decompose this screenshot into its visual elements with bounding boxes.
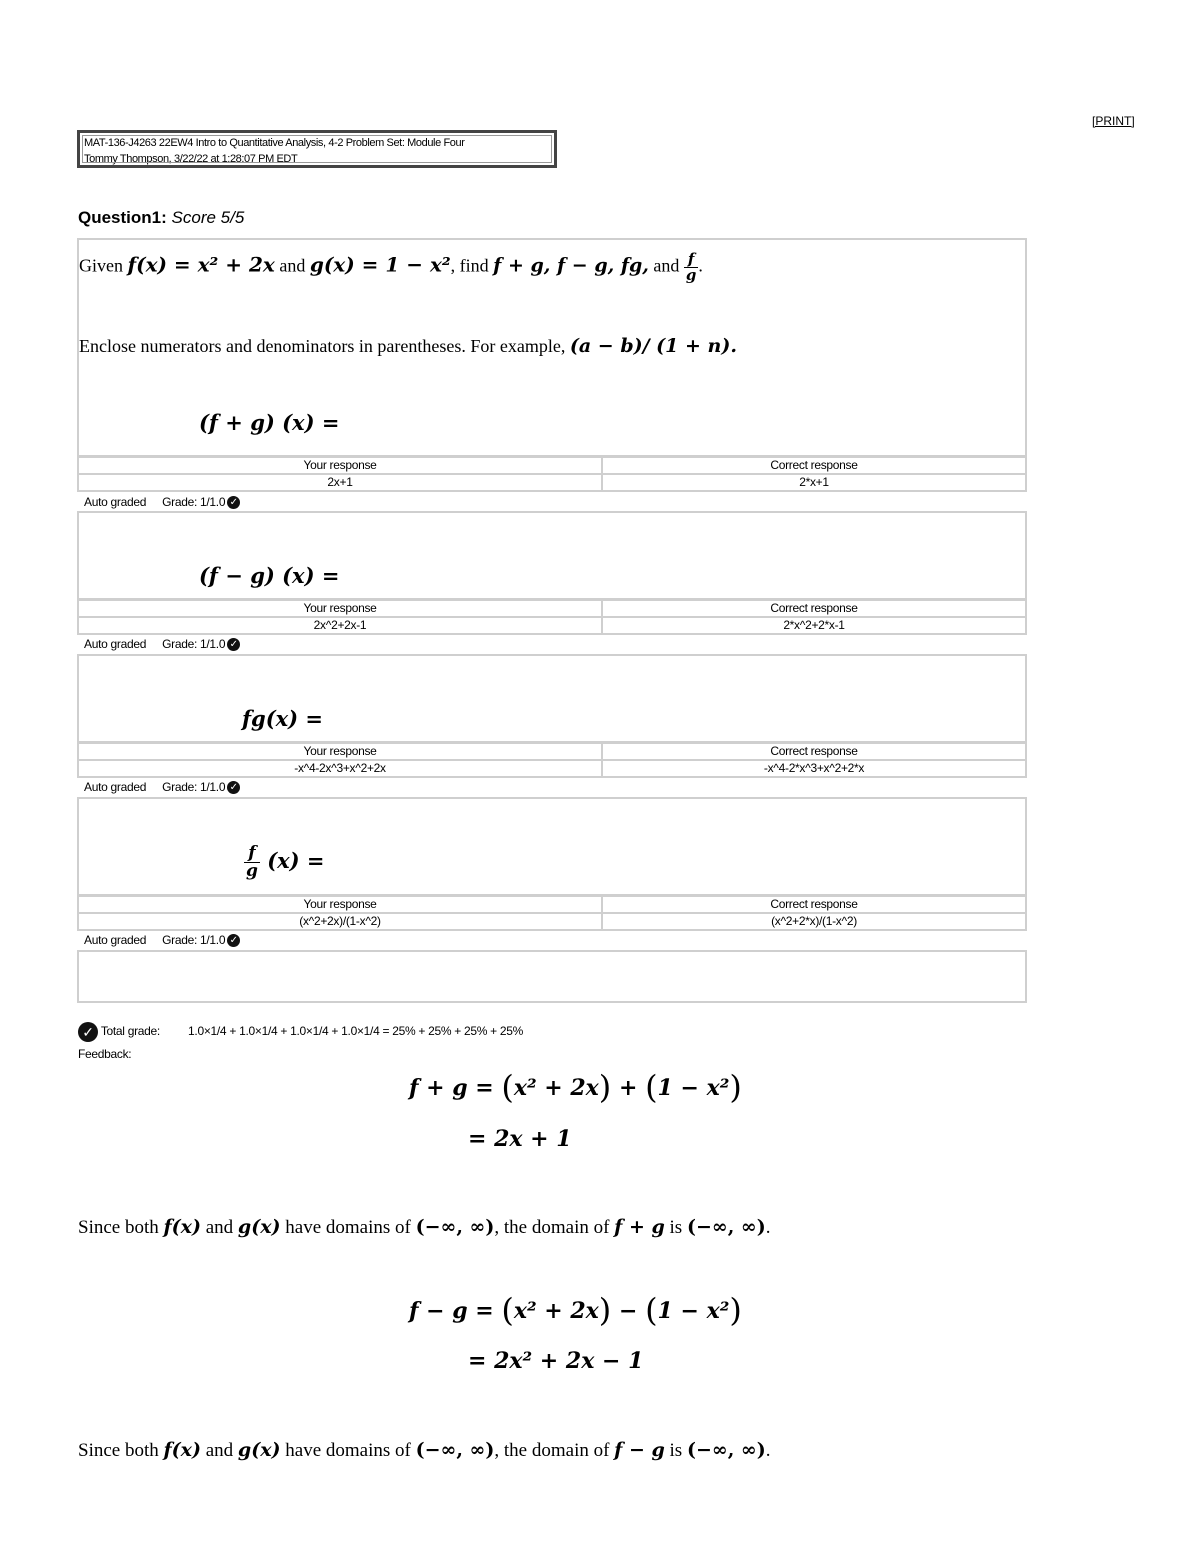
sum-result: = 2x + 1 <box>468 1126 572 1152</box>
sum-operator: + <box>618 1075 638 1101</box>
your-response-header: Your response <box>78 743 602 760</box>
grade-line-4 <box>84 933 240 947</box>
f-definition: f(x) = x² + 2x <box>127 252 275 277</box>
check-icon: ✓ <box>227 496 240 509</box>
and-word: and <box>279 255 306 276</box>
your-response-header: Your response <box>78 457 602 474</box>
response-table-2 <box>77 599 1027 635</box>
response-table-1 <box>77 456 1027 492</box>
auto-graded-label: Auto graded <box>84 780 147 794</box>
find-items: f + g, f − g, fg, <box>493 254 649 277</box>
part-panel-4 <box>77 797 1027 896</box>
have-domains: have domains of <box>285 1440 411 1461</box>
your-response-header: Your response <box>78 600 602 617</box>
grade-value: Grade: 1/1.0 <box>162 933 226 947</box>
period: . <box>765 1217 771 1238</box>
part-prompt-difference: (f − g) (x) = <box>199 563 340 588</box>
part-panel-2 <box>77 511 1027 600</box>
grade-line-3 <box>84 780 240 794</box>
interval: (−∞, ∞) <box>686 1216 766 1238</box>
fx: f(x) <box>163 1216 201 1238</box>
auto-graded-label: Auto graded <box>84 495 147 509</box>
course-title: MAT-136-J4263 22EW4 Intro to Quantitative Analysis, 4-2 Problem Set: Module Four <box>84 137 465 149</box>
correct-response-header: Correct response <box>602 743 1026 760</box>
grade-value: Grade: 1/1.0 <box>162 780 226 794</box>
instruction-line <box>79 335 737 357</box>
print-link[interactable]: [PRINT] <box>1092 114 1135 128</box>
diff-term-1: x² + 2x <box>513 1298 599 1324</box>
given-word: Given <box>79 255 123 276</box>
part-panel-3 <box>77 654 1027 743</box>
check-icon: ✓ <box>227 781 240 794</box>
check-circle-icon: ✓ <box>78 1022 98 1042</box>
your-response-value: 2x+1 <box>78 474 602 491</box>
part-prompt-sum: (f + g) (x) = <box>199 410 340 435</box>
find-word: , find <box>450 255 489 276</box>
problem-statement: Given f(x) = x² + 2x and g(x) = 1 − x², find f + g, f − g, fg, and $\frac{f}{g}$ . <box>79 250 703 284</box>
grade-value: Grade: 1/1.0 <box>162 637 226 651</box>
and-word-2: and <box>653 255 680 276</box>
sum-equation: f + g = (x² + 2x) + (1 − x²) <box>409 1068 742 1106</box>
interval: (−∞, ∞) <box>415 1216 495 1238</box>
since-both: Since both <box>78 1217 159 1238</box>
your-response-value: 2x^2+2x-1 <box>78 617 602 634</box>
question-prompt-panel <box>77 238 1027 457</box>
diff-lhs: f − g = <box>409 1298 494 1324</box>
part-prompt-product: fg(x) = <box>242 706 324 731</box>
correct-response-header: Correct response <box>602 896 1026 913</box>
domain-of: , the domain of <box>494 1440 610 1461</box>
part-prompt-quotient <box>244 845 325 880</box>
gx: g(x) <box>237 1439 281 1461</box>
instruction-text: Enclose numerators and denominators in parentheses. For example, <box>79 336 566 356</box>
interval: (−∞, ∞) <box>415 1439 495 1461</box>
feedback-label: Feedback: <box>78 1047 132 1061</box>
diff-operator: − <box>618 1298 638 1324</box>
interval: (−∞, ∞) <box>686 1439 766 1461</box>
domain-of: , the domain of <box>494 1217 610 1238</box>
total-grade-label: Total grade: <box>100 1024 160 1039</box>
since-both: Since both <box>78 1440 159 1461</box>
f-over-g-fraction: $\frac{f}{g}$ <box>246 843 258 881</box>
difference-result: = 2x² + 2x − 1 <box>468 1348 644 1374</box>
correct-response-value: (x^2+2*x)/(1-x^2) <box>602 913 1026 930</box>
correct-response-value: 2*x^2+2*x-1 <box>602 617 1026 634</box>
sum-lhs: f + g = <box>409 1075 494 1101</box>
question-score: Score 5/5 <box>171 208 245 227</box>
and-word: and <box>205 1440 234 1461</box>
g-definition: g(x) = 1 − x² <box>309 252 451 277</box>
response-table-3 <box>77 742 1027 778</box>
correct-response-value: -x^4-2*x^3+x^2+2*x <box>602 760 1026 777</box>
total-grade-line <box>78 1022 523 1042</box>
is-word: is <box>669 1217 683 1238</box>
question-heading <box>78 208 244 228</box>
grade-line-1 <box>84 495 240 509</box>
response-table-4 <box>77 895 1027 931</box>
domain-sentence-sum <box>78 1216 771 1239</box>
correct-response-value: 2*x+1 <box>602 474 1026 491</box>
grade-line-2 <box>84 637 240 651</box>
student-info: Tommy Thompson, 3/22/22 at 1:28:07 PM EDT <box>84 153 298 165</box>
and-word: and <box>205 1217 234 1238</box>
example-expression: (a − b)/ (1 + n). <box>569 335 737 357</box>
f-plus-g: f + g <box>614 1216 665 1238</box>
total-grade-formula: 1.0×1/4 + 1.0×1/4 + 1.0×1/4 + 1.0×1/4 = 25% + 25% + 25% + 25% <box>188 1024 524 1039</box>
question-label: Question1: <box>78 208 167 227</box>
check-icon: ✓ <box>227 934 240 947</box>
check-icon: ✓ <box>227 638 240 651</box>
auto-graded-label: Auto graded <box>84 933 147 947</box>
your-response-value: -x^4-2x^3+x^2+2x <box>78 760 602 777</box>
gx: g(x) <box>237 1216 281 1238</box>
auto-graded-label: Auto graded <box>84 637 147 651</box>
sum-term-2: 1 − x² <box>657 1075 730 1101</box>
correct-response-header: Correct response <box>602 457 1026 474</box>
sum-term-1: x² + 2x <box>513 1075 599 1101</box>
have-domains: have domains of <box>285 1217 411 1238</box>
correct-response-header: Correct response <box>602 600 1026 617</box>
period: . <box>765 1440 771 1461</box>
f-over-g-fraction: $\frac{f}{g}$ <box>685 250 697 284</box>
grade-value: Grade: 1/1.0 <box>162 495 226 509</box>
empty-panel <box>77 950 1027 1003</box>
diff-term-2: 1 − x² <box>657 1298 730 1324</box>
is-word: is <box>669 1440 683 1461</box>
domain-sentence-difference <box>78 1439 771 1462</box>
difference-equation: f − g = (x² + 2x) − (1 − x²) <box>409 1291 742 1329</box>
fx: f(x) <box>163 1439 201 1461</box>
quotient-prompt-text: (x) = <box>267 848 325 873</box>
f-minus-g: f − g <box>614 1439 665 1461</box>
your-response-value: (x^2+2x)/(1-x^2) <box>78 913 602 930</box>
your-response-header: Your response <box>78 896 602 913</box>
assignment-header <box>77 130 557 168</box>
